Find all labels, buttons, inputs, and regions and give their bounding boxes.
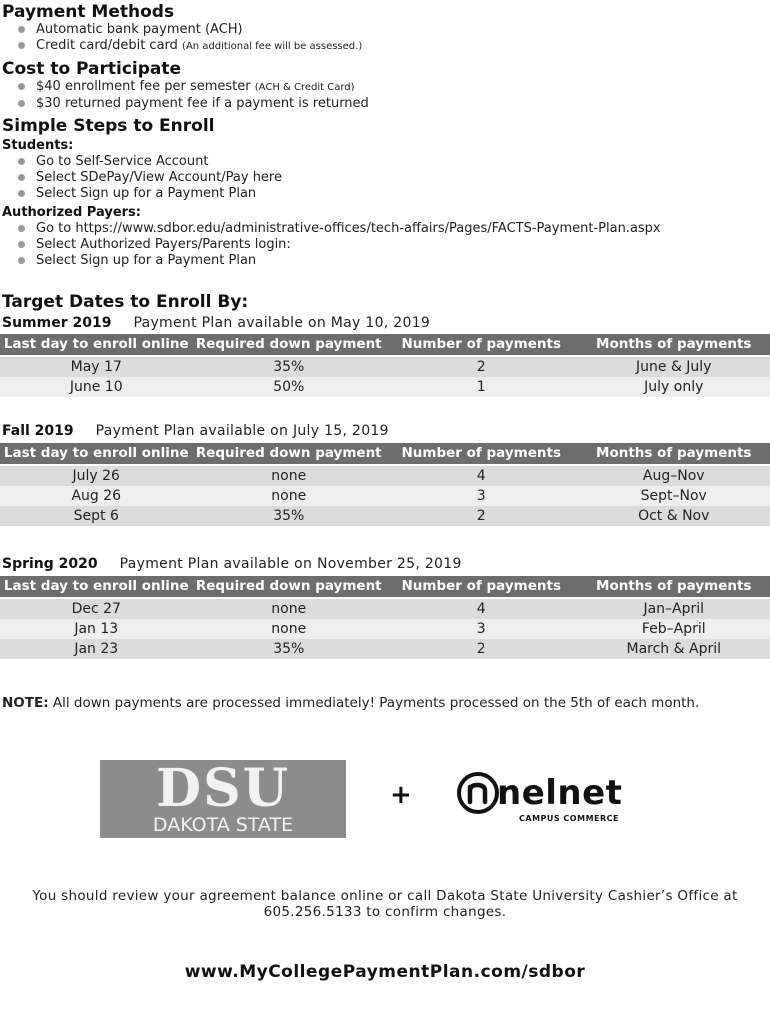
payment-method-text: Automatic bank payment (ACH) <box>36 22 243 37</box>
target-dates-heading: Target Dates to Enroll By: <box>2 292 249 312</box>
table-cell: May 17 <box>0 356 193 377</box>
summer-2019-table <box>0 334 770 397</box>
payment-method-note: (An additional fee will be assessed.) <box>182 41 363 52</box>
nelnet-circle-icon <box>455 770 501 816</box>
table-cell: Jan 13 <box>0 619 193 639</box>
website-url: www.MyCollegePaymentPlan.com/sdbor <box>184 962 586 982</box>
bullet-icon <box>18 100 25 107</box>
table-cell: 1 <box>385 377 578 397</box>
table-row <box>0 377 770 397</box>
column-header: Number of payments <box>385 334 578 356</box>
table-row <box>0 506 770 526</box>
bullet-icon <box>18 26 25 33</box>
step-text: Select Sign up for a Payment Plan <box>36 186 257 201</box>
table-cell: June 10 <box>0 377 193 397</box>
steps-heading: Simple Steps to Enroll <box>2 116 215 136</box>
list-item <box>14 22 362 38</box>
table-cell: Dec 27 <box>0 598 193 619</box>
table-cell: Sept 6 <box>0 506 193 526</box>
column-header: Last day to enroll online <box>0 443 193 465</box>
payment-methods-section <box>2 2 362 55</box>
column-header: Required down payment <box>193 443 386 465</box>
fall-2019-table <box>0 443 770 526</box>
payment-methods-list <box>2 22 362 55</box>
column-header: Last day to enroll online <box>0 576 193 598</box>
table-cell: none <box>193 619 386 639</box>
table-row <box>0 356 770 377</box>
term-name: Summer 2019 <box>2 315 112 331</box>
table-cell: none <box>193 465 386 486</box>
term-heading <box>2 555 462 573</box>
logos-row <box>0 760 770 840</box>
list-item <box>14 38 362 55</box>
bullet-icon <box>18 83 25 90</box>
list-item <box>14 79 369 96</box>
table-cell: Feb–April <box>578 619 770 639</box>
bullet-icon <box>18 158 25 165</box>
students-label: Students: <box>2 138 74 153</box>
table-cell: 35% <box>193 639 386 659</box>
bullet-icon <box>18 257 25 264</box>
nelnet-logo <box>455 768 675 838</box>
list-item <box>14 96 369 112</box>
table-cell: none <box>193 486 386 506</box>
list-item <box>14 186 754 202</box>
table-cell: March & April <box>578 639 770 659</box>
cost-heading: Cost to Participate <box>2 59 182 79</box>
column-header: Number of payments <box>385 576 578 598</box>
table-cell: Jan 23 <box>0 639 193 659</box>
steps-section <box>2 116 754 269</box>
table-cell: none <box>193 598 386 619</box>
dsu-logo-letters: DSU <box>156 758 290 819</box>
term-name: Fall 2019 <box>2 423 74 439</box>
bullet-icon <box>18 42 25 49</box>
step-text: Select Sign up for a Payment Plan <box>36 253 257 268</box>
table-cell: 3 <box>385 619 578 639</box>
column-header: Months of payments <box>578 443 770 465</box>
table-row <box>0 486 770 506</box>
table-cell: Aug 26 <box>0 486 193 506</box>
nelnet-wordmark: nelnet <box>497 773 623 813</box>
list-item <box>14 253 754 269</box>
table-cell: 4 <box>385 598 578 619</box>
dsu-logo-name: DAKOTA STATE <box>152 814 294 836</box>
note-text: All down payments are processed immediately! Payments processed on the 5th of each month. <box>48 695 700 711</box>
list-item <box>14 154 754 170</box>
table-row <box>0 465 770 486</box>
students-steps-list <box>2 154 754 202</box>
note-label: NOTE: <box>2 695 49 711</box>
table-cell: 2 <box>385 506 578 526</box>
cost-text: $40 enrollment fee per semester <box>36 79 255 94</box>
cost-note: (ACH & Credit Card) <box>254 82 355 93</box>
column-header: Required down payment <box>193 576 386 598</box>
column-header: Months of payments <box>578 334 770 356</box>
table-cell: July only <box>578 377 770 397</box>
spring-2020-table <box>0 576 770 659</box>
bullet-icon <box>18 190 25 197</box>
payment-method-text: Credit card/debit card <box>36 38 183 53</box>
table-row <box>0 619 770 639</box>
payment-methods-heading: Payment Methods <box>2 2 175 22</box>
list-item <box>14 237 754 253</box>
plus-sign: + <box>390 780 412 810</box>
table-cell: 2 <box>385 639 578 659</box>
column-header: Months of payments <box>578 576 770 598</box>
term-availability: Payment Plan available on July 15, 2019 <box>95 423 389 439</box>
term-heading <box>2 422 389 440</box>
nelnet-tagline: CAMPUS COMMERCE <box>519 814 619 823</box>
table-cell: 2 <box>385 356 578 377</box>
footer-text: You should review your agreement balance online or call Dakota State University Cashier’s Office at 605.256.5133 to confirm changes. <box>32 888 738 920</box>
table-cell: 35% <box>193 356 386 377</box>
list-item <box>14 170 754 186</box>
column-header: Number of payments <box>385 443 578 465</box>
table-cell: June & July <box>578 356 770 377</box>
payers-label: Authorized Payers: <box>2 205 141 220</box>
column-header: Required down payment <box>193 334 386 356</box>
step-text: Go to https://www.sdbor.edu/administrative-offices/tech-affairs/Pages/FACTS-Payment-Plan.aspx <box>36 221 661 236</box>
step-text: Select Authorized Payers/Parents login: <box>36 237 291 252</box>
table-cell: Jan–April <box>578 598 770 619</box>
term-heading <box>2 314 430 332</box>
cost-list <box>2 79 369 112</box>
table-cell: Oct & Nov <box>578 506 770 526</box>
cost-section <box>2 59 369 112</box>
dsu-logo <box>100 760 346 838</box>
table-cell: Aug–Nov <box>578 465 770 486</box>
table-cell: 35% <box>193 506 386 526</box>
table-cell: Sept–Nov <box>578 486 770 506</box>
step-text: Select SDePay/View Account/Pay here <box>36 170 282 185</box>
term-name: Spring 2020 <box>2 556 98 572</box>
table-row <box>0 639 770 659</box>
step-text: Go to Self-Service Account <box>36 154 209 169</box>
term-availability: Payment Plan available on May 10, 2019 <box>133 315 431 331</box>
column-header: Last day to enroll online <box>0 334 193 356</box>
table-row <box>0 598 770 619</box>
term-availability: Payment Plan available on November 25, 2019 <box>119 556 462 572</box>
table-cell: July 26 <box>0 465 193 486</box>
bullet-icon <box>18 225 25 232</box>
table-cell: 50% <box>193 377 386 397</box>
list-item <box>14 221 754 237</box>
table-cell: 4 <box>385 465 578 486</box>
bullet-icon <box>18 174 25 181</box>
cost-text: $30 returned payment fee if a payment is returned <box>36 96 369 111</box>
payers-steps-list <box>2 221 754 269</box>
note-paragraph <box>2 695 762 711</box>
bullet-icon <box>18 241 25 248</box>
table-cell: 3 <box>385 486 578 506</box>
